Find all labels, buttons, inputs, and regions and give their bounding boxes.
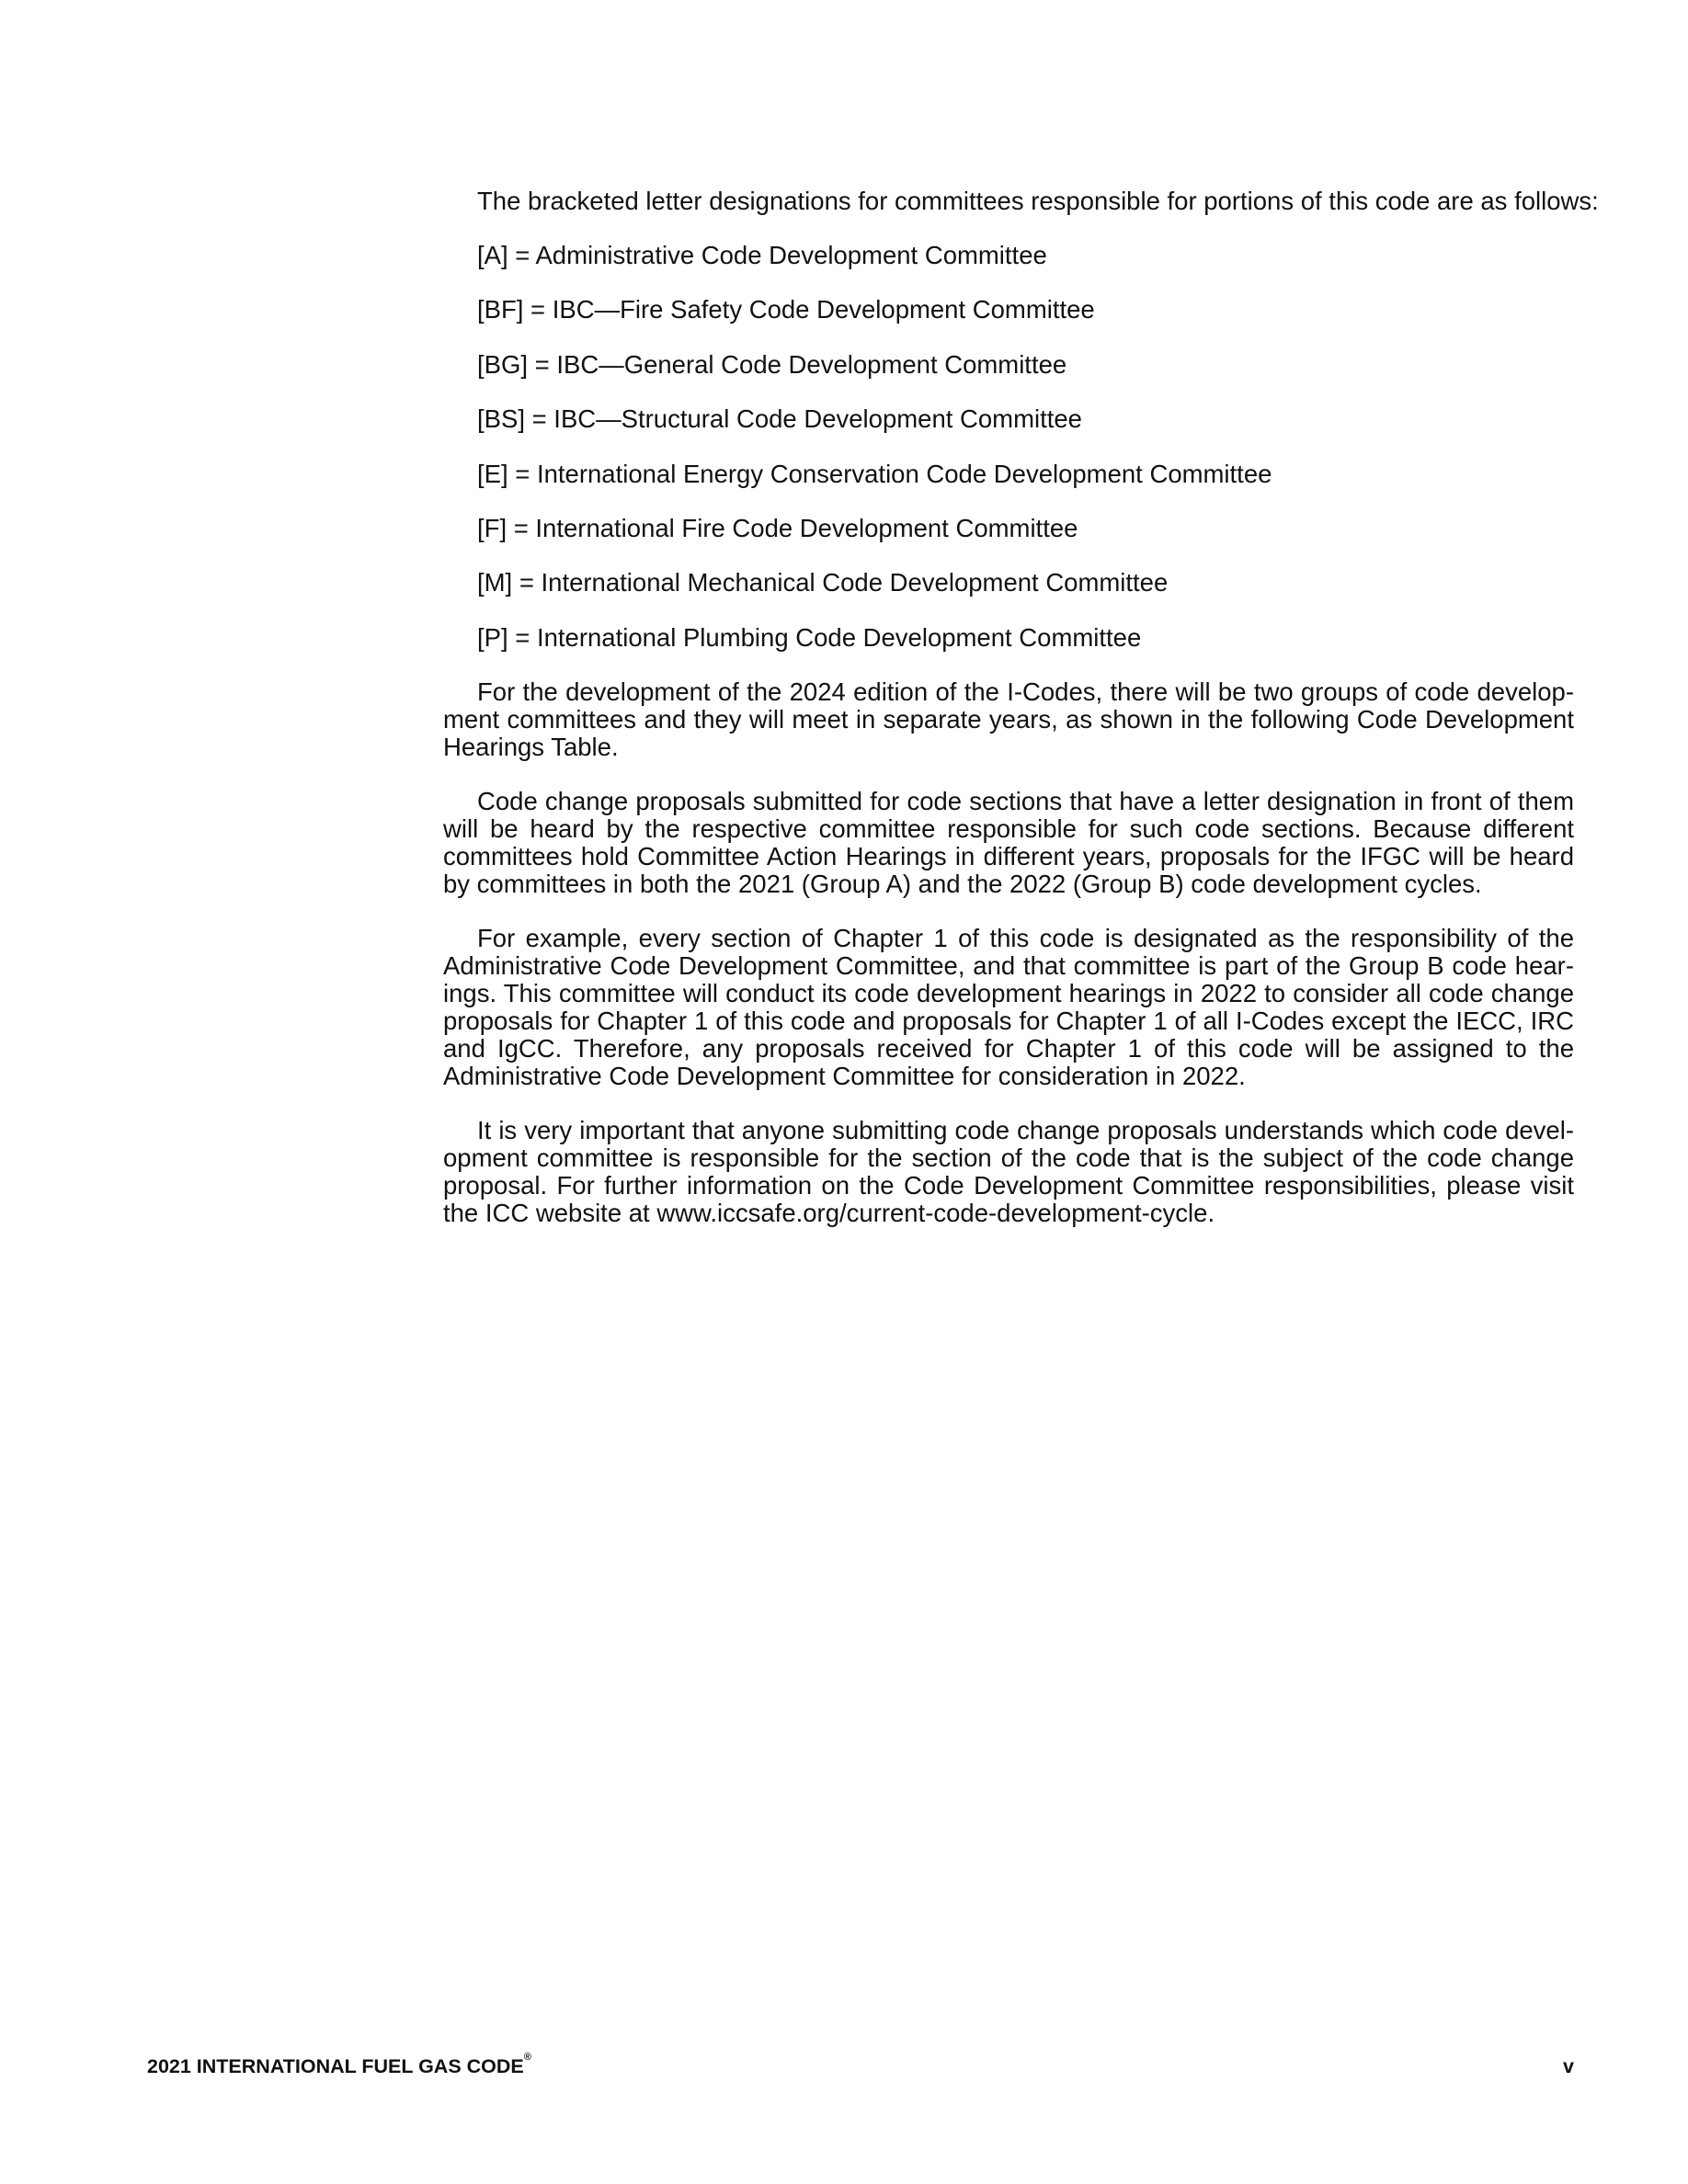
committee-designation-a: [A] = Administrative Code Development Committee xyxy=(477,241,1047,269)
intro-paragraph: The bracketed letter designations for committees responsible for portions of this code are as follows: xyxy=(477,187,1599,215)
committee-designation-m: [M] = International Mechanical Code Development Committee xyxy=(477,568,1169,597)
committee-designation-bs: [BS] = IBC—Structural Code Development Committee xyxy=(477,404,1082,434)
letter-designation-paragraph: Code change proposals submitted for code sections that have a letter designation in front of them will be heard by the respective committee responsible for such code sections. Because different committees hold Committee Action Hearings in different years, proposals for the IFGC will be heard by committees in both the 2021 (Group A) and the 2022 (Group B) code development cycles. xyxy=(443,787,1574,899)
page-number: v xyxy=(1563,2055,1574,2077)
committee-designation-p: [P] = International Plumbing Code Development Committee xyxy=(477,622,1142,652)
page-footer xyxy=(147,2052,1574,2085)
committee-designation-e: [E] = International Energy Conservation Code Development Committee xyxy=(477,459,1272,488)
development-groups-paragraph: For the development of the 2024 edition of the I-Codes, there will be two groups of code development committees and they will meet in separate years, as shown in the following Code Development Hearings Table. xyxy=(443,677,1574,762)
footer-title-text: 2021 INTERNATIONAL FUEL GAS CODE xyxy=(147,2055,524,2077)
chapter-1-example-paragraph: For example, every section of Chapter 1 of this code is designated as the responsibility of the Administrative Code Development Committee, and that committee is part of the Group B code hearings. This committee will conduct its code development hearings in 2022 to consider all code change proposals for Chapter 1 of this code and proposals for Chapter 1 of all I-Codes except the IECC, IRC and IgCC. Therefore, any proposals received for Chapter 1 of this code will be assigned to the Administrative Code Development Committee for consideration in 2022. xyxy=(443,924,1574,1091)
page-content xyxy=(443,187,1599,1254)
committee-designation-bg: [BG] = IBC—General Code Development Committee xyxy=(477,349,1067,379)
registered-trademark: ® xyxy=(523,2052,531,2063)
committee-designation-f: [F] = International Fire Code Development Committee xyxy=(477,513,1078,542)
committee-designation-bf: [BF] = IBC—Fire Safety Code Development Committee xyxy=(477,295,1095,324)
responsibility-note-paragraph: It is very important that anyone submitting code change proposals understands which code development committee is responsible for the section of the code that is the subject of the code change proposal. For further information on the Code Development Committee responsibilities, please visit the ICC website at www.iccsafe.org/current-code-development-cycle. xyxy=(443,1116,1574,1228)
footer-title xyxy=(147,2052,531,2078)
committee-designation-list xyxy=(443,242,1574,652)
